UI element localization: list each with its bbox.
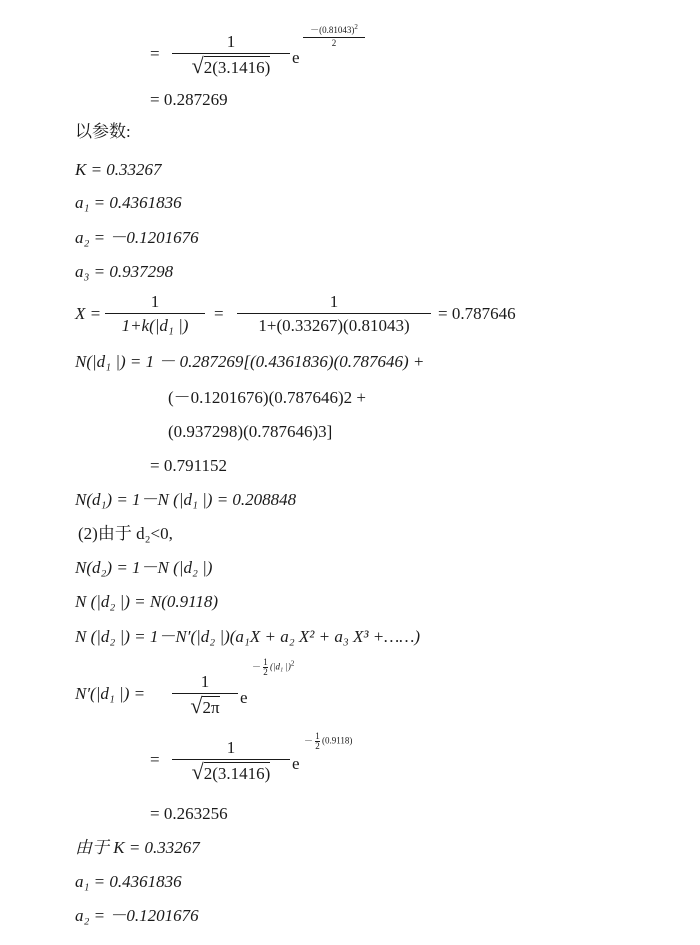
x-result: = 0.787646 (438, 304, 516, 323)
second-exponent-fraction (315, 732, 320, 751)
second-equals: = (150, 750, 160, 769)
nprime-exponent-argument: (|d₁ |) (270, 661, 291, 672)
tail-a2: a₂ = －0.1201676 (75, 906, 199, 925)
param-k: K = 0.33267 (75, 160, 162, 179)
second-exponent-minus: － (304, 735, 314, 746)
top-equals: = (150, 44, 160, 63)
top-fraction (172, 32, 290, 78)
tail-k: 由于 K = 0.33267 (75, 838, 200, 857)
second-fraction (172, 738, 290, 784)
x-fraction-1-bar (105, 313, 205, 314)
x-fraction-2-denominator: 1+(0.33267)(0.81043) (258, 316, 410, 335)
param-a3: a₃ = 0.937298 (75, 262, 174, 281)
n1-line-1: N(|d₁ |) = 1 － 0.287269[(0.4361836)(0.787646) + (75, 352, 425, 371)
second-exponent-fraction-den: 2 (315, 741, 320, 751)
second-numerator: 1 (226, 738, 236, 757)
part2-line-1: N(d₂) = 1－N (|d₂ |) (75, 558, 213, 577)
nprime-exponent-minus: － (252, 661, 262, 672)
n1-line-3: (0.937298)(0.787646)3] (168, 422, 333, 441)
top-exponent (303, 22, 365, 49)
params-heading: 以参数: (75, 122, 131, 141)
top-exponent-numerator: －(0.81043) (310, 25, 355, 35)
top-fraction-bar (172, 53, 290, 54)
x-fraction-1 (105, 292, 205, 336)
second-exponent-argument: (0.9118) (322, 735, 353, 746)
nprime-lhs: N′(|d₁ |) = (75, 684, 146, 703)
x-fraction-1-numerator: 1 (150, 292, 160, 311)
x-fraction-1-denominator: 1+k(|d₁ |) (121, 316, 189, 335)
sqrt-icon: √ (191, 53, 204, 78)
nprime-numerator: 1 (200, 672, 210, 691)
nprime-exponent-fraction-den: 2 (263, 667, 268, 677)
x-lhs: X = (75, 304, 102, 323)
param-a2: a₂ = －0.1201676 (75, 228, 199, 247)
x-fraction-2-numerator: 1 (329, 292, 339, 311)
nprime-denominator: √2π (190, 693, 220, 718)
second-exponent-fraction-num: 1 (315, 731, 320, 741)
second-result: = 0.263256 (150, 804, 228, 823)
nprime-exponent-power: 2 (290, 659, 295, 668)
top-exponent-power: 2 (354, 23, 358, 31)
nprime-exponential-base: e (240, 688, 248, 707)
sqrt-icon: √ (191, 759, 204, 784)
n1-line-4: = 0.791152 (150, 456, 227, 475)
nprime-exponent (252, 658, 294, 677)
part2-line-2: N (|d₂ |) = N(0.9118) (75, 592, 219, 611)
top-result: = 0.287269 (150, 90, 228, 109)
top-fraction-denominator: √2(3.1416) (191, 53, 271, 78)
second-denominator: √2(3.1416) (191, 759, 271, 784)
nprime-fraction-bar (172, 693, 238, 694)
nprime-exponent-fraction (263, 658, 268, 677)
top-exponent-denominator: 2 (331, 38, 337, 48)
param-a1: a₁ = 0.4361836 (75, 193, 182, 212)
tail-a1: a₁ = 0.4361836 (75, 872, 182, 891)
part2-line-3: N (|d₂ |) = 1－N′(|d₂ |)(a₁X + a₂ X² + a₃ X³ +……) (75, 627, 421, 646)
x-fraction-2 (237, 292, 431, 336)
n1-line-5: N(d₁) = 1－N (|d₁ |) = 0.208848 (75, 490, 297, 509)
x-fraction-2-bar (237, 313, 431, 314)
top-exponential-base: e (292, 48, 300, 67)
sqrt-icon: √ (190, 693, 203, 718)
second-exponent (304, 732, 352, 751)
part2-condition: (2)由于 d₂<0, (78, 524, 173, 543)
top-fraction-numerator: 1 (226, 32, 236, 51)
x-equals: = (214, 304, 224, 323)
second-exponential-base: e (292, 754, 300, 773)
nprime-exponent-fraction-num: 1 (263, 657, 268, 667)
nprime-fraction (172, 672, 238, 718)
second-fraction-bar (172, 759, 290, 760)
n1-line-2: (－0.1201676)(0.787646)2 + (168, 388, 366, 407)
